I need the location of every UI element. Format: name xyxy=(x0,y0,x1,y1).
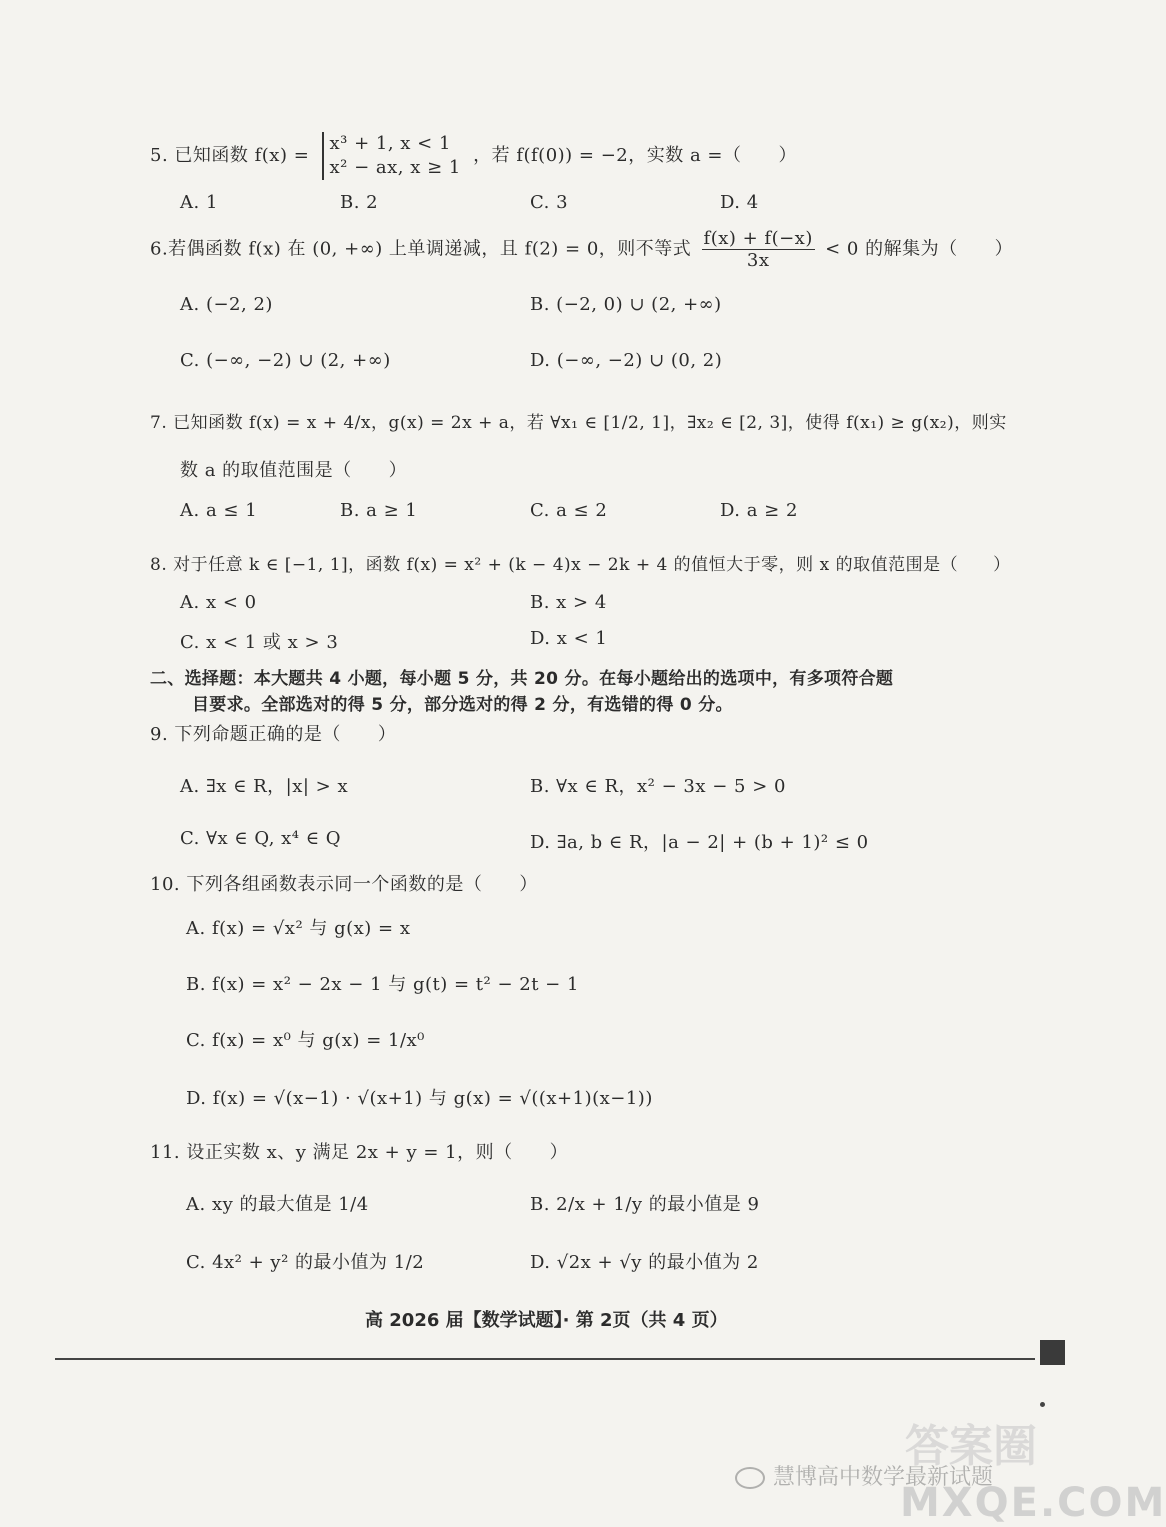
wechat-icon xyxy=(735,1467,765,1489)
q6-option-a: A. (−2, 2) xyxy=(180,294,273,315)
q10-option-a: A. f(x) = √x² 与 g(x) = x xyxy=(186,918,411,939)
section-2-heading-line2: 目要求。全部选对的得 5 分，部分选对的得 2 分，有选错的得 0 分。 xyxy=(192,695,733,715)
q6-option-b: B. (−2, 0) ∪ (2, +∞) xyxy=(530,294,722,315)
q5-option-a: A. 1 xyxy=(180,192,218,213)
q8-option-a: A. x < 0 xyxy=(180,592,257,613)
q5-stem-post: ，若 f(f(0)) = −2，实数 a =（ ） xyxy=(473,145,798,166)
registration-mark xyxy=(1040,1340,1065,1365)
q11-option-d: D. √2x + √y 的最小值为 2 xyxy=(530,1252,759,1273)
q11-option-b: B. 2/x + 1/y 的最小值是 9 xyxy=(530,1194,760,1215)
page-footer: 高 2026 届【数学试题】· 第 2页（共 4 页） xyxy=(365,1310,728,1331)
q11-option-c: C. 4x² + y² 的最小值为 1/2 xyxy=(186,1252,425,1273)
q7-option-b: B. a ≥ 1 xyxy=(340,500,418,521)
q7-option-c: C. a ≤ 2 xyxy=(530,500,608,521)
q8-option-c: C. x < 1 或 x > 3 xyxy=(180,632,339,653)
q5-piecewise xyxy=(322,132,461,180)
q5-stem-pre: 5. 已知函数 f(x) = xyxy=(150,145,316,166)
q9-option-d: D. ∃a, b ∈ R，|a − 2| + (b + 1)² ≤ 0 xyxy=(530,832,869,853)
q6-stem xyxy=(150,228,1013,271)
footer-rule xyxy=(55,1358,1035,1360)
q6-stem-pre: 6.若偶函数 f(x) 在 (0, +∞) 上单调递减，且 f(2) = 0，则不等式 xyxy=(150,238,692,260)
q7-option-a: A. a ≤ 1 xyxy=(180,500,258,521)
watermark-url: MXQE.COM xyxy=(900,1480,1166,1526)
q8-option-d: D. x < 1 xyxy=(530,628,608,649)
q8-stem: 8. 对于任意 k ∈ [−1, 1]，函数 f(x) = x² + (k − 4)x − 2k + 4 的值恒大于零，则 x 的取值范围是（ ） xyxy=(150,555,1011,575)
q11-option-a: A. xy 的最大值是 1/4 xyxy=(186,1194,369,1215)
q5-stem xyxy=(150,132,797,180)
q6-frac-den: 3x xyxy=(746,250,770,271)
q9-option-c: C. ∀x ∈ Q, x⁴ ∈ Q xyxy=(180,828,342,849)
q8-option-b: B. x > 4 xyxy=(530,592,607,613)
q9-option-b: B. ∀x ∈ R，x² − 3x − 5 > 0 xyxy=(530,776,786,797)
q9-option-a: A. ∃x ∈ R，|x| > x xyxy=(180,776,349,797)
q7-stem-line2: 数 a 的取值范围是（ ） xyxy=(180,460,408,481)
q5-option-c: C. 3 xyxy=(530,192,569,213)
q11-stem: 11. 设正实数 x、y 满足 2x + y = 1，则（ ） xyxy=(150,1142,569,1163)
q5-piece-2: x² − ax, x ≥ 1 xyxy=(329,157,461,178)
q5-piece-1: x³ + 1, x < 1 xyxy=(329,133,451,154)
q5-option-b: B. 2 xyxy=(340,192,379,213)
q6-frac-num: f(x) + f(−x) xyxy=(703,228,813,249)
section-2-heading-line1: 二、选择题：本大题共 4 小题，每小题 5 分，共 20 分。在每小题给出的选项中，有多项符合题 xyxy=(150,669,894,689)
scan-dot xyxy=(1040,1402,1045,1407)
q6-stem-post: < 0 的解集为（ ） xyxy=(825,238,1014,260)
q5-option-d: D. 4 xyxy=(720,192,759,213)
watermark-account-name: 慧博高中数学最新试题 xyxy=(773,1465,994,1490)
q6-option-d: D. (−∞, −2) ∪ (0, 2) xyxy=(530,350,723,371)
watermark-logo: 答案圈 xyxy=(905,1421,1037,1472)
q9-stem: 9. 下列命题正确的是（ ） xyxy=(150,724,397,745)
q7-stem-line1: 7. 已知函数 f(x) = x + 4/x，g(x) = 2x + a，若 ∀x₁ ∈ [1/2, 1]，∃x₂ ∈ [2, 3]，使得 f(x₁) ≥ g(x₂)，则实 xyxy=(150,413,1007,433)
q6-fraction xyxy=(702,228,815,271)
q10-option-d: D. f(x) = √(x−1) · √(x+1) 与 g(x) = √((x+1)(x−1)) xyxy=(186,1088,653,1109)
q10-option-b: B. f(x) = x² − 2x − 1 与 g(t) = t² − 2t − 1 xyxy=(186,974,579,995)
q6-option-c: C. (−∞, −2) ∪ (2, +∞) xyxy=(180,350,391,371)
q7-option-d: D. a ≥ 2 xyxy=(720,500,798,521)
q10-stem: 10. 下列各组函数表示同一个函数的是（ ） xyxy=(150,874,538,895)
q10-option-c: C. f(x) = x⁰ 与 g(x) = 1/x⁰ xyxy=(186,1030,425,1051)
